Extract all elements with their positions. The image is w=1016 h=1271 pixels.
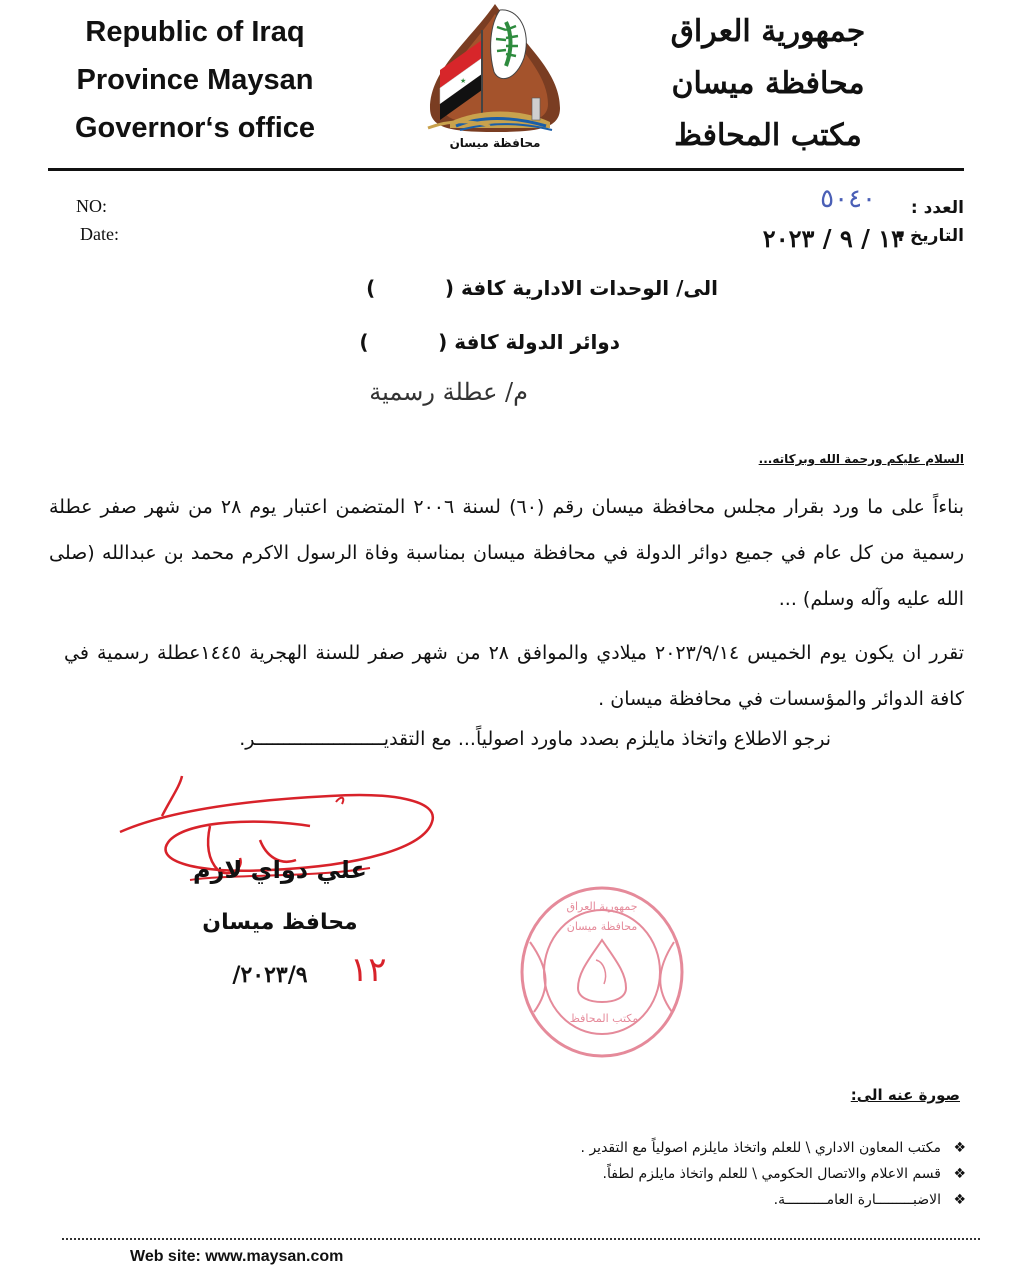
stamp-bottom-text: مكتب المحافظ	[569, 1012, 639, 1025]
header-divider	[48, 168, 964, 171]
document-date: ١٣ / ٩ / ٢٠٢٣	[762, 224, 904, 253]
copies-heading: صورة عنه الى:	[850, 1086, 960, 1104]
subject-line: م/ عطلة رسمية	[369, 378, 528, 406]
greeting: السلام عليكم ورحمة الله وبركاته...	[758, 452, 964, 466]
signer-title: محافظ ميسان	[202, 910, 358, 935]
no-label-en: NO:	[76, 196, 107, 216]
body-paragraph-1: بناءاً على ما ورد بقرار مجلس محافظة ميسان رقم (٦٠) لسنة ٢٠٠٦ المتضمن اعتبار يوم ٢٨ من شهر صفر عطلة رسمية من كل عام في جميع دوائر الدولة في محافظة ميسان بمناسبة وفاة الرسول الاكرم محمد بن عبدالله (صلى الله عليه وآله وسلم) ...	[49, 496, 964, 610]
document-number: ٥٠٤٠	[820, 184, 876, 214]
body-paragraph-2: تقرر ان يكون يوم الخميس ٢٠٢٣/٩/١٤ ميلادي والموافق ٢٨ من شهر صفر للسنة الهجرية ١٤٤٥عطلة رسمية في كافة الدوائر والمؤسسات في محافظة ميسان .	[64, 642, 964, 710]
addressee-line-1: الى/ الوحدات الادارية كافة ( )	[366, 276, 718, 300]
header-ar-line-3: مكتب المحافظ	[674, 118, 862, 153]
copy-item-1: مكتب المعاون الاداري \ للعلم واتخاذ مايلزم اصولياً مع التقدير .	[580, 1140, 941, 1156]
header-en-line-2: Province Maysan	[76, 64, 314, 96]
signature-date-printed: ٢٠٢٣/٩/	[232, 962, 308, 988]
header-en-line-3: Governor‘s office	[74, 112, 316, 144]
header-ar-line-2: محافظة ميسان	[671, 66, 865, 101]
footer-website[interactable]: Web site: www.maysan.com	[130, 1248, 344, 1265]
diamond-bullet-icon: ❖	[953, 1140, 966, 1156]
list-item	[466, 1192, 966, 1208]
addressee-line-2: دوائر الدولة كافة ( )	[359, 330, 620, 354]
copy-item-2: قسم الاعلام والاتصال الحكومي \ للعلم واتخاذ مايلزم لطفاً.	[602, 1166, 941, 1182]
header-ar-line-1: جمهورية العراق	[670, 14, 866, 49]
header-arabic	[638, 6, 898, 162]
date-label-ar: التاريخ :	[897, 226, 964, 246]
header-en-line-1: Republic of Iraq	[85, 16, 305, 48]
signature-date-handwritten: ١٢	[350, 950, 387, 990]
diamond-bullet-icon: ❖	[953, 1166, 966, 1182]
stamp-middle-text: محافظة ميسان	[566, 920, 638, 933]
list-item	[466, 1166, 966, 1182]
signer-name: علي دواي لازم	[193, 856, 367, 884]
body-closing: نرجو الاطلاع واتخاذ مايلزم بصدد ماورد اصولياً... مع التقديـــــــــــــــــــــــر.	[239, 728, 831, 750]
footer-divider	[62, 1238, 980, 1240]
list-item	[466, 1140, 966, 1156]
stamp-top-text: جمهورية العراق	[566, 900, 638, 913]
header-english	[60, 8, 330, 152]
date-label-en: Date:	[80, 224, 119, 244]
copies-list	[466, 1140, 966, 1208]
svg-text:★: ★	[460, 77, 467, 85]
diamond-bullet-icon: ❖	[953, 1192, 966, 1208]
official-stamp	[510, 880, 690, 1060]
copy-item-3: الاضبـــــــــارة العامــــــــــة.	[773, 1192, 941, 1208]
no-label-ar: العدد :	[910, 198, 964, 218]
logo-caption: محافظة ميسان	[449, 136, 541, 150]
